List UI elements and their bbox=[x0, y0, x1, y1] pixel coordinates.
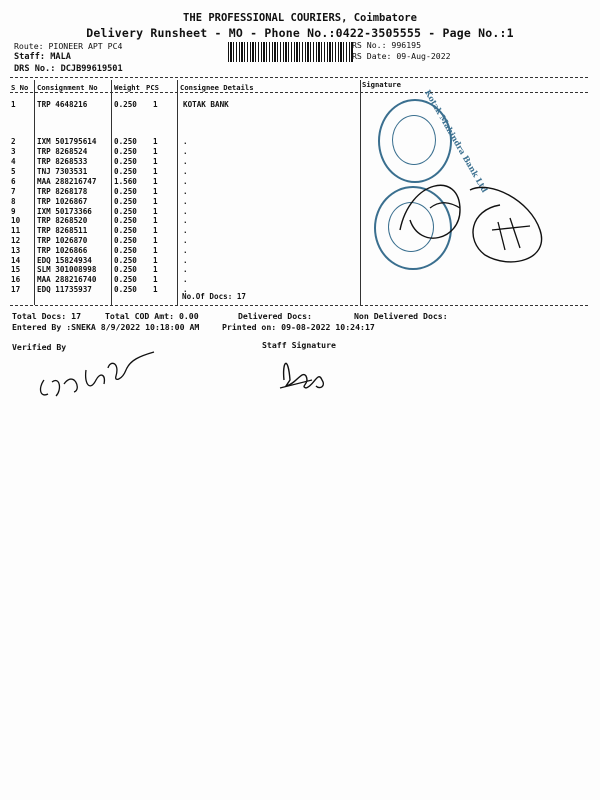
row-consignee: . bbox=[183, 147, 188, 156]
no-of-docs: No.Of Docs: 17 bbox=[182, 292, 247, 301]
row-consignee: KOTAK BANK bbox=[183, 100, 229, 109]
row-consignment-no: TRP 4648216 bbox=[37, 100, 88, 109]
row-consignment-no: TNJ 7303531 bbox=[37, 167, 88, 176]
rs-date: RS Date: 09-Aug-2022 bbox=[352, 51, 451, 61]
row-consignment-no: SLM 301008998 bbox=[37, 265, 97, 274]
col-consignment: Consignment No bbox=[37, 83, 98, 92]
col-divider bbox=[111, 80, 112, 305]
row-sno: 15 bbox=[11, 265, 21, 274]
col-divider bbox=[177, 80, 178, 305]
row-consignee: . bbox=[183, 256, 188, 265]
row-pcs: 1 bbox=[153, 265, 158, 274]
row-weight: 0.250 bbox=[114, 100, 137, 109]
printed-on: Printed on: 09-08-2022 10:24:17 bbox=[222, 322, 375, 332]
row-pcs: 1 bbox=[153, 187, 158, 196]
row-consignment-no: TRP 8268178 bbox=[37, 187, 88, 196]
row-consignment-no: TRP 8268511 bbox=[37, 226, 88, 235]
row-consignment-no: EDQ 15824934 bbox=[37, 256, 92, 265]
row-consignee: . bbox=[183, 246, 188, 255]
row-sno: 3 bbox=[11, 147, 16, 156]
row-consignee: . bbox=[183, 226, 188, 235]
delivered-docs: Delivered Docs: bbox=[238, 311, 312, 321]
row-consignment-no: TRP 8268524 bbox=[37, 147, 88, 156]
row-sno: 14 bbox=[11, 256, 21, 265]
row-sno: 2 bbox=[11, 137, 16, 146]
row-sno: 13 bbox=[11, 246, 21, 255]
row-weight: 0.250 bbox=[114, 226, 137, 235]
row-sno: 11 bbox=[11, 226, 21, 235]
col-pcs: PCS bbox=[146, 83, 159, 92]
row-weight: 0.250 bbox=[114, 275, 137, 284]
row-pcs: 1 bbox=[153, 137, 158, 146]
row-weight: 0.250 bbox=[114, 207, 137, 216]
row-pcs: 1 bbox=[153, 100, 158, 109]
verified-signature bbox=[30, 340, 170, 410]
company-title: THE PROFESSIONAL COURIERS, Coimbatore bbox=[183, 12, 417, 24]
row-pcs: 1 bbox=[153, 177, 158, 186]
row-pcs: 1 bbox=[153, 246, 158, 255]
row-consignee: . bbox=[183, 216, 188, 225]
row-consignment-no: MAA 288216740 bbox=[37, 275, 97, 284]
row-pcs: 1 bbox=[153, 226, 158, 235]
row-pcs: 1 bbox=[153, 167, 158, 176]
row-consignment-no: EDQ 11735937 bbox=[37, 285, 92, 294]
stamp-label: Kotak Mahindra Bank Ltd bbox=[422, 87, 490, 195]
row-weight: 0.250 bbox=[114, 236, 137, 245]
bank-stamp-inner bbox=[392, 115, 436, 165]
row-consignment-no: TRP 8268533 bbox=[37, 157, 88, 166]
row-consignee: . bbox=[183, 236, 188, 245]
col-sno: S No bbox=[11, 83, 29, 92]
row-consignment-no: IXM 501795614 bbox=[37, 137, 97, 146]
row-pcs: 1 bbox=[153, 275, 158, 284]
row-sno: 10 bbox=[11, 216, 21, 225]
row-sno: 5 bbox=[11, 167, 16, 176]
table-top-rule bbox=[10, 77, 588, 78]
row-pcs: 1 bbox=[153, 236, 158, 245]
row-weight: 0.250 bbox=[114, 197, 137, 206]
col-divider bbox=[360, 80, 361, 305]
row-sno: 12 bbox=[11, 236, 21, 245]
row-consignee: . bbox=[183, 137, 188, 146]
consignee-signature bbox=[370, 160, 560, 280]
row-pcs: 1 bbox=[153, 285, 158, 294]
row-consignee: . bbox=[183, 275, 188, 284]
row-pcs: 1 bbox=[153, 157, 158, 166]
row-weight: 0.250 bbox=[114, 216, 137, 225]
row-sno: 7 bbox=[11, 187, 16, 196]
row-consignee: . bbox=[183, 285, 188, 294]
col-weight: Weight bbox=[114, 83, 140, 92]
row-weight: 0.250 bbox=[114, 265, 137, 274]
col-divider bbox=[34, 80, 35, 305]
row-weight: 0.250 bbox=[114, 285, 137, 294]
row-sno: 6 bbox=[11, 177, 16, 186]
row-sno: 4 bbox=[11, 157, 16, 166]
staff-signature bbox=[276, 350, 336, 400]
table-header-rule bbox=[10, 92, 588, 93]
row-consignee: . bbox=[183, 207, 188, 216]
col-signature: Signature bbox=[362, 80, 401, 89]
row-pcs: 1 bbox=[153, 197, 158, 206]
row-weight: 0.250 bbox=[114, 246, 137, 255]
entered-by: Entered By :SNEKA 8/9/2022 10:18:00 AM bbox=[12, 322, 200, 332]
barcode bbox=[228, 42, 354, 62]
row-consignment-no: TRP 1026870 bbox=[37, 236, 88, 245]
row-pcs: 1 bbox=[153, 207, 158, 216]
runsheet-subtitle: Delivery Runsheet - MO - Phone No.:0422-3505555 - Page No.:1 bbox=[86, 26, 514, 40]
row-sno: 1 bbox=[11, 100, 16, 109]
row-weight: 0.250 bbox=[114, 187, 137, 196]
rs-number: RS No.: 996195 bbox=[352, 40, 422, 50]
row-weight: 0.250 bbox=[114, 147, 137, 156]
route-label: Route: PIONEER APT PC4 bbox=[14, 41, 123, 51]
row-consignee: . bbox=[183, 197, 188, 206]
row-sno: 16 bbox=[11, 275, 21, 284]
row-pcs: 1 bbox=[153, 216, 158, 225]
non-delivered-docs: Non Delivered Docs: bbox=[354, 311, 448, 321]
verified-by-label: Verified By bbox=[12, 342, 67, 352]
total-docs: Total Docs: 17 bbox=[12, 311, 82, 321]
row-consignment-no: TRP 1026866 bbox=[37, 246, 88, 255]
row-sno: 8 bbox=[11, 197, 16, 206]
row-weight: 0.250 bbox=[114, 256, 137, 265]
row-consignment-no: TRP 1026867 bbox=[37, 197, 88, 206]
row-weight: 0.250 bbox=[114, 167, 137, 176]
staff-signature-label: Staff Signature bbox=[262, 340, 336, 350]
row-pcs: 1 bbox=[153, 256, 158, 265]
row-weight: 0.250 bbox=[114, 157, 137, 166]
staff-label: Staff: MALA bbox=[14, 52, 71, 62]
row-sno: 17 bbox=[11, 285, 21, 294]
row-consignee: . bbox=[183, 157, 188, 166]
col-consignee: Consignee Details bbox=[180, 83, 254, 92]
drs-number: DRS No.: DCJB99619501 bbox=[14, 64, 123, 74]
row-consignee: . bbox=[183, 187, 188, 196]
row-consignee: . bbox=[183, 177, 188, 186]
row-weight: 0.250 bbox=[114, 137, 137, 146]
row-weight: 1.560 bbox=[114, 177, 137, 186]
row-consignment-no: TRP 8268520 bbox=[37, 216, 88, 225]
table-bottom-rule bbox=[10, 305, 588, 306]
row-pcs: 1 bbox=[153, 147, 158, 156]
row-consignment-no: MAA 288216747 bbox=[37, 177, 97, 186]
total-cod: Total COD Amt: 0.00 bbox=[105, 311, 199, 321]
row-consignee: . bbox=[183, 167, 188, 176]
row-sno: 9 bbox=[11, 207, 16, 216]
row-consignee: . bbox=[183, 265, 188, 274]
row-consignment-no: IXM 50173366 bbox=[37, 207, 92, 216]
